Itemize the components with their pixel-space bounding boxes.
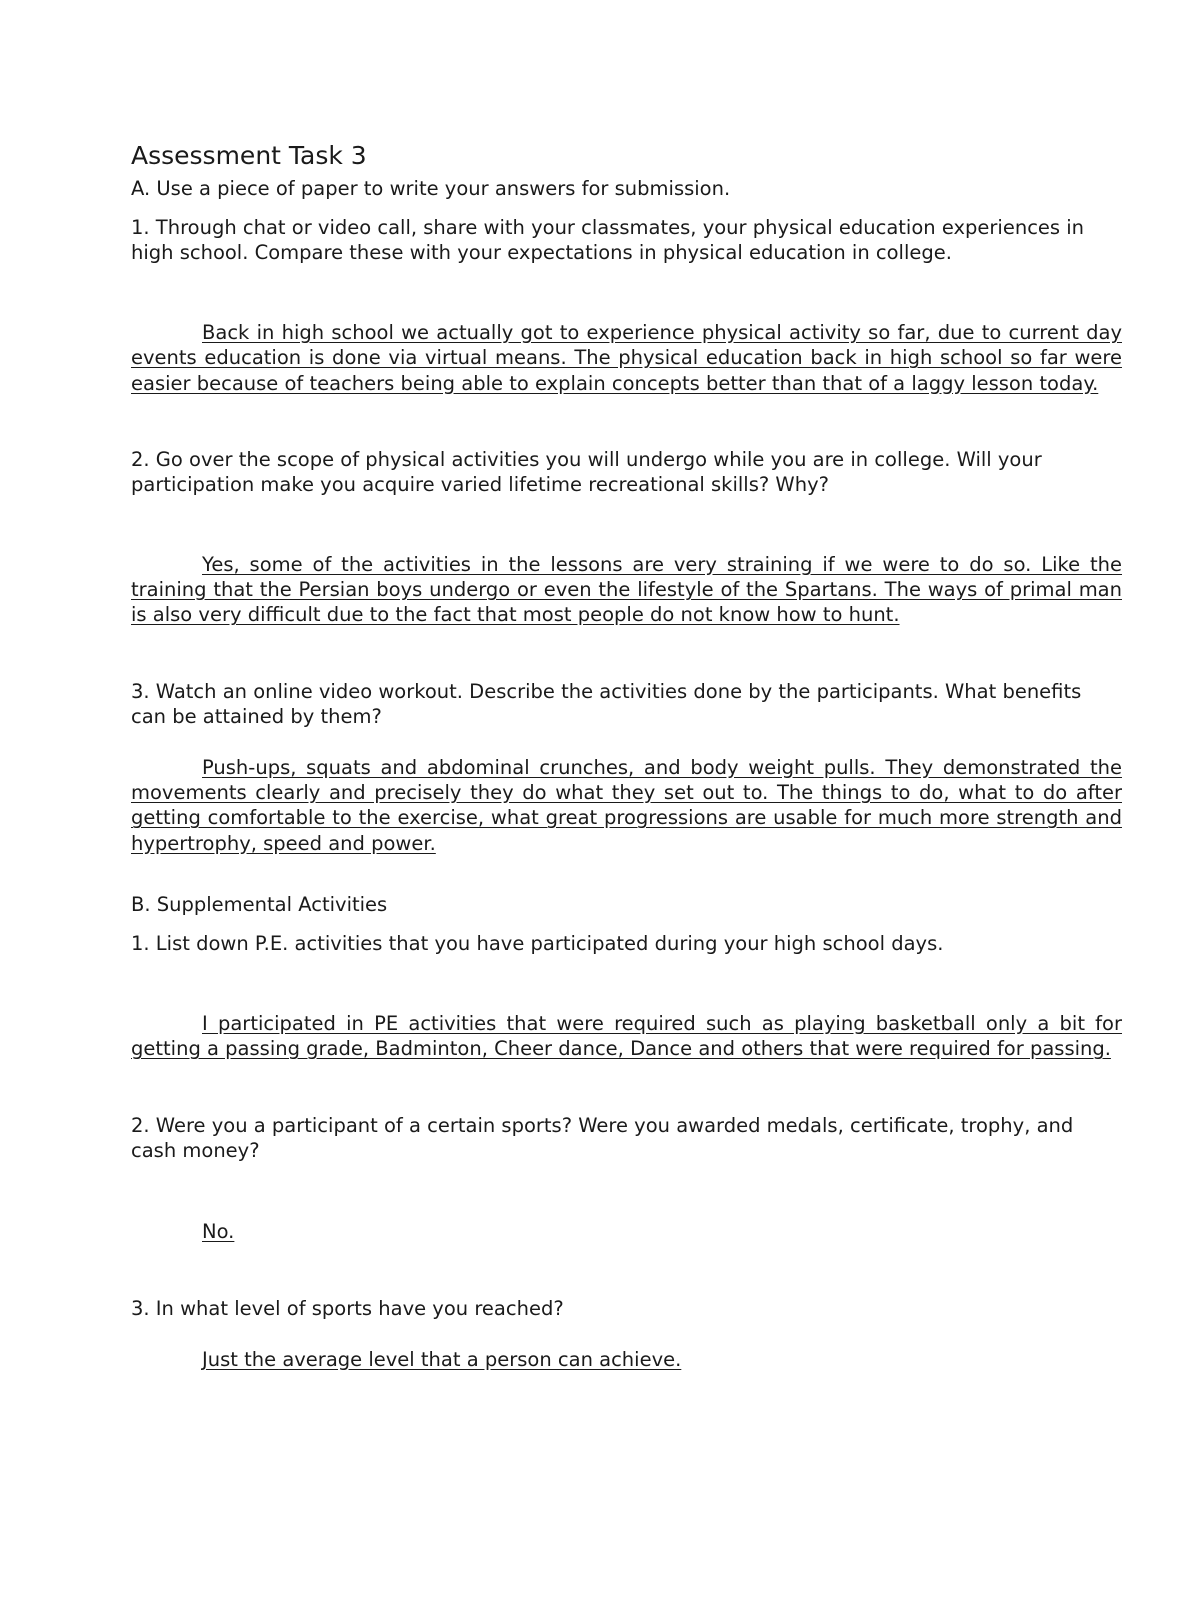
answer-a1: Back in high school we actually got to experience physical activity so far, due to current day events education is done via virtual means. The physical education back in high school so far were easier because of teachers being able to explain concepts better than that of a laggy lesson today. [131, 321, 1122, 395]
question-b2: 2. Were you a participant of a certain sports? Were you awarded medals, certificate, trophy, and cash money? [131, 1113, 1074, 1162]
answer-a3: Push-ups, squats and abdominal crunches, and body weight pulls. They demonstrated the movements clearly and precisely they do what they set out to. The things to do, what to do after getting comfortable to the exercise, what great progressions are usable for much more strength and hypertrophy, speed and power. [131, 755, 1122, 855]
section-b-heading: B. Supplemental Activities [131, 892, 388, 916]
question-b3: 3. In what level of sports have you reached? [131, 1296, 564, 1320]
question-a1: 1. Through chat or video call, share with your classmates, your physical education experiences in high school. Compare these with your expectations in physical education in college. [131, 216, 1085, 264]
page-title: Assessment Task 3 [131, 141, 367, 170]
answer-b2: No. [202, 1219, 235, 1243]
document-content [131, 140, 1122, 1372]
section-a-instruction: A. Use a piece of paper to write your answers for submission. [131, 177, 731, 200]
answer-a2: Yes, some of the activities in the lessons are very straining if we were to do so. Like the training that the Persian boys undergo or even the lifestyle of the Spartans. The ways of primal man is also very difficult due to the fact that most people do not know how to hunt. [131, 552, 1122, 627]
answer-b3: Just the average level that a person can achieve. [202, 1347, 682, 1371]
answer-b1: I participated in PE activities that were required such as playing basketball only a bit for getting a passing grade, Badminton, Cheer dance, Dance and others that were required for passing. [131, 1011, 1122, 1061]
question-b1: 1. List down P.E. activities that you have participated during your high school days. [131, 931, 944, 955]
question-a3: 3. Watch an online video workout. Describe the activities done by the participants. What benefits can be attained by them? [131, 679, 1082, 728]
question-a2: 2. Go over the scope of physical activities you will undergo while you are in college. Will your participation make you acquire varied lifetime recreational skills? Why? [131, 447, 1042, 496]
